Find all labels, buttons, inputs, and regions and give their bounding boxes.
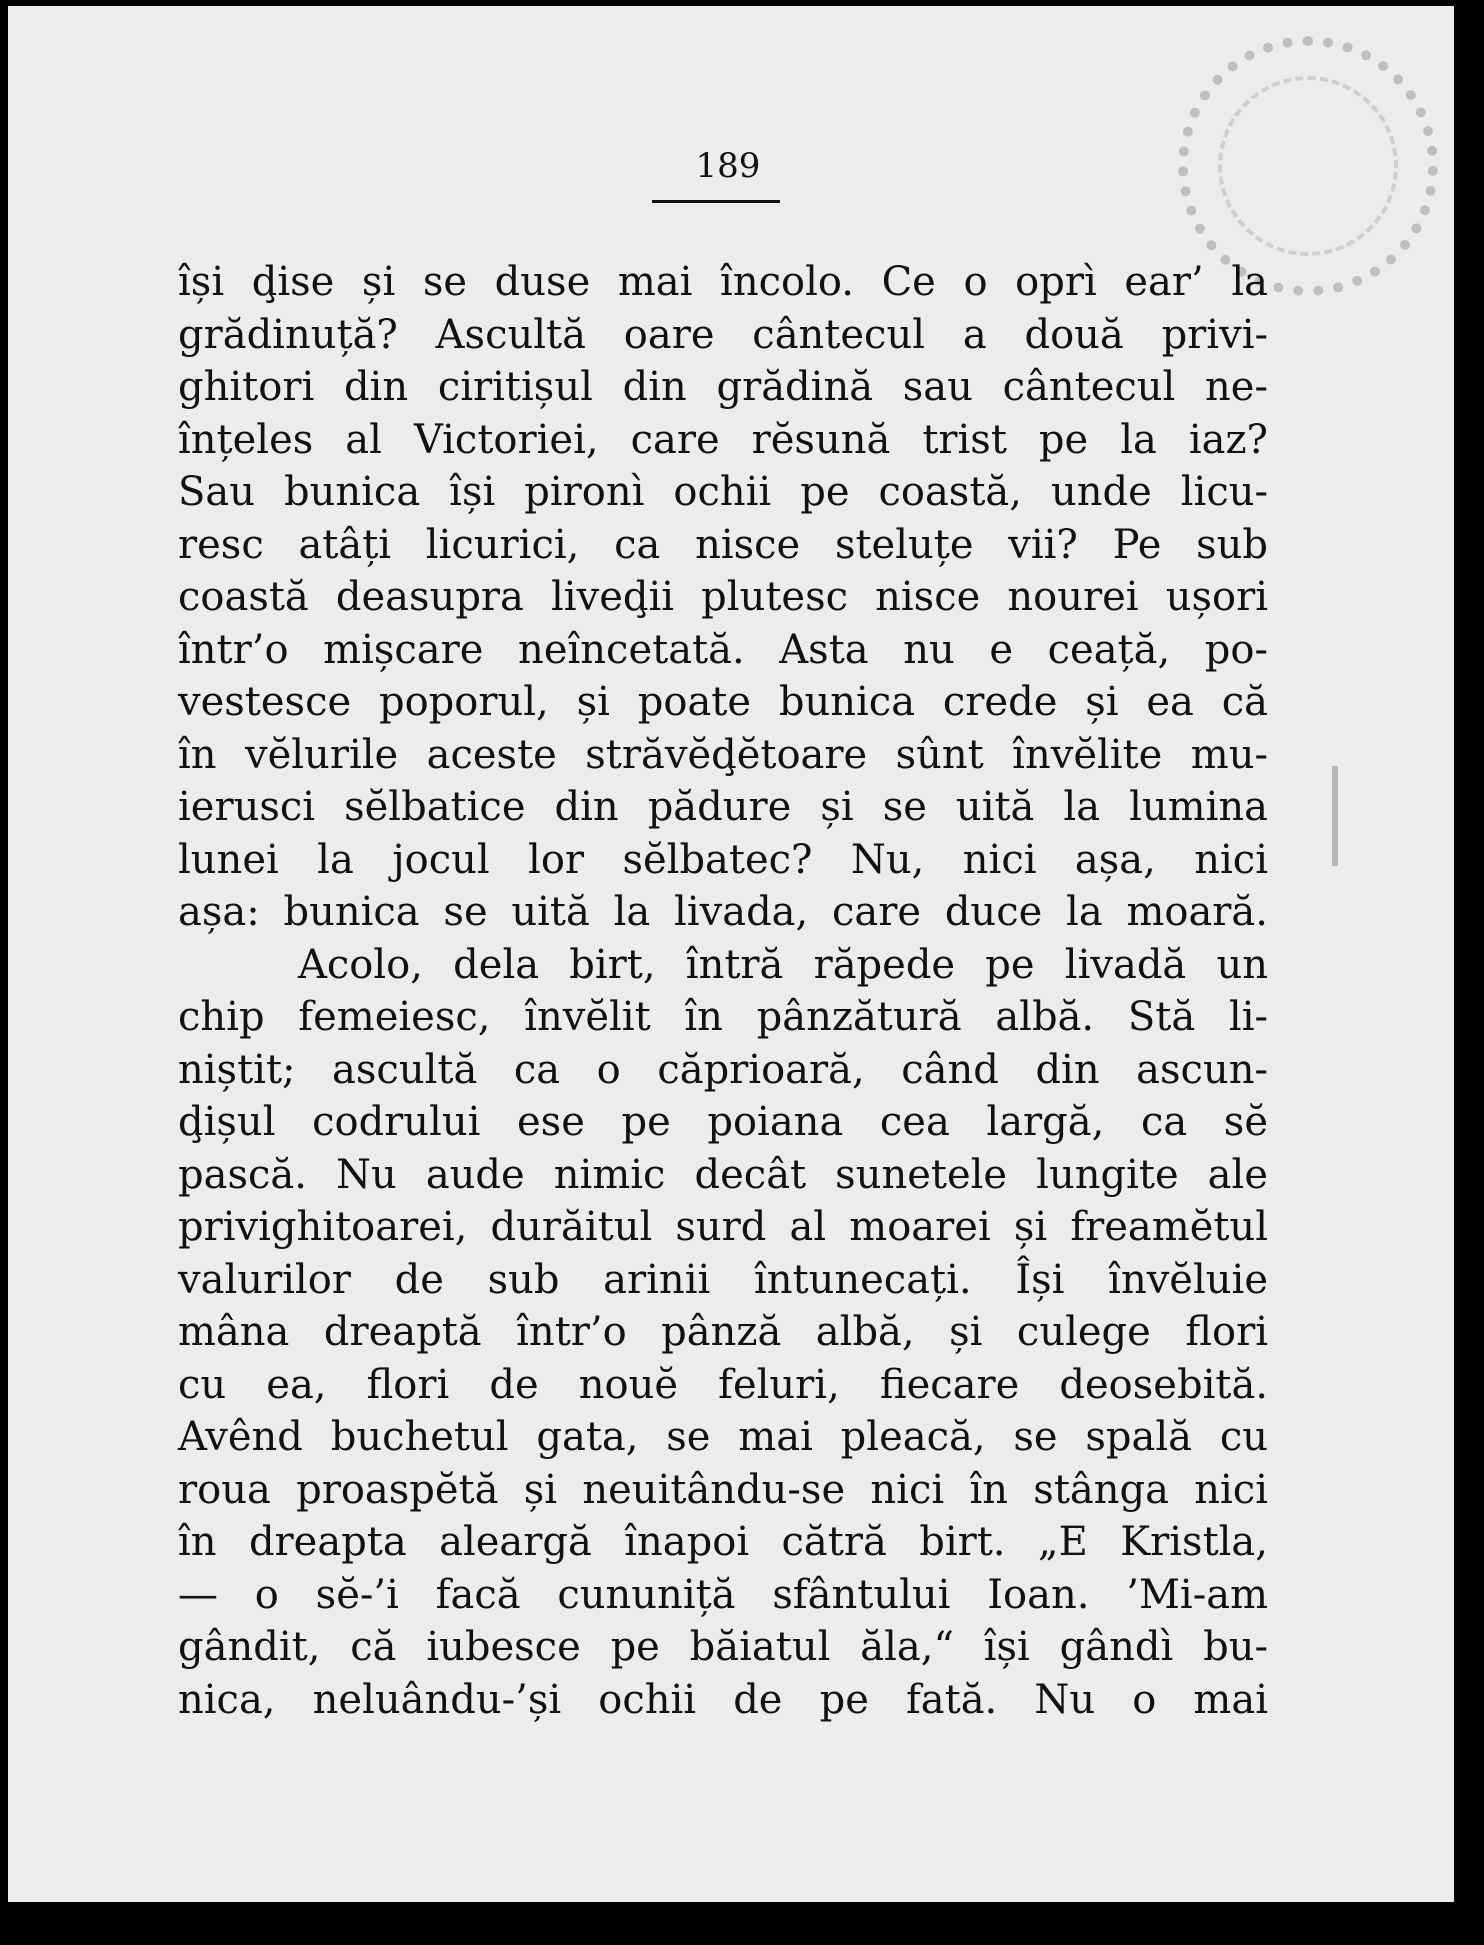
text-line: își ḑise și se duse mai încolo. Ce o oprì ear’ la <box>178 259 1268 305</box>
page-number-rule <box>652 200 780 203</box>
text-line: vestesce poporul, și poate bunica crede și ea că <box>178 679 1268 725</box>
text-line: niștit; ascultă ca o căprioară, când din ascun- <box>178 1046 1268 1093</box>
page-number: 189 <box>695 146 761 186</box>
text-line: cu ea, flori de nouĕ feluri, fiecare deosebită. <box>178 1361 1268 1408</box>
scanned-page <box>8 6 1468 1924</box>
paragraph-start-line: Acolo, dela birt, întră răpede pe livadă un <box>298 941 1268 988</box>
text-line: ierusci sĕlbatice din pădure și se uită la lumina <box>178 784 1268 830</box>
text-line: Sau bunica își pironì ochii pe coastă, unde licu- <box>178 469 1268 515</box>
text-line: ghitori din ciritișul din grădină sau cântecul ne- <box>178 364 1268 410</box>
text-line: grădinuță? Ascultă oare cântecul a două privi- <box>178 311 1268 358</box>
text-line: înțeles al Victoriei, care rĕsună trist pe la iaz? <box>178 416 1268 463</box>
text-line: privighitoarei, durăitul surd al moarei și freamĕtul <box>178 1204 1268 1250</box>
margin-mark <box>1332 766 1338 866</box>
library-stamp-inner-ring <box>1218 76 1398 256</box>
body-text <box>178 256 1268 1726</box>
text-line: coastă deasupra liveḑii plutesc nisce nourei ușori <box>178 574 1268 620</box>
text-line: valurilor de sub arinii întunecați. Își învĕluie <box>178 1256 1268 1303</box>
text-line: așa: bunica se uită la livada, care duce la moară. <box>178 889 1268 935</box>
text-line: chip femeiesc, învĕlit în pânzătură albă. Stă li- <box>178 994 1268 1040</box>
text-line: Avênd buchetul gata, se mai pleacă, se spală cu <box>178 1414 1268 1460</box>
text-line: pască. Nu aude nimic decât sunetele lungite ale <box>178 1151 1268 1198</box>
text-line: într’o mișcare neîncetată. Asta nu e ceață, po- <box>178 626 1268 673</box>
text-line: lunei la jocul lor sĕlbatec? Nu, nici așa, nici <box>178 836 1268 883</box>
text-line: — o sĕ-’i facă cununiță sfântului Ioan. ’Mi-am <box>178 1571 1268 1618</box>
text-line: în dreapta aleargă înapoi cătră birt. „E Kristla, <box>178 1519 1268 1565</box>
text-line: în vĕlurile aceste străvĕḑĕtoare sûnt învĕlite mu- <box>178 731 1268 778</box>
text-line: gândit, că iubesce pe băiatul ăla,“ își gândì bu- <box>178 1624 1268 1670</box>
scan-border-bottom <box>8 1902 1468 1924</box>
text-line: ḑișul codrului ese pe poiana cea largă, ca sĕ <box>178 1099 1268 1145</box>
text-line: roua proaspĕtă și neuitându-se nici în stânga nici <box>178 1466 1268 1513</box>
text-line: nica, neluându-’și ochii de pe fată. Nu o mai <box>178 1676 1268 1723</box>
text-line: mâna dreaptă într’o pânză albă, și culege flori <box>178 1309 1268 1355</box>
scan-border-right <box>1454 6 1468 1924</box>
text-line: resc atâți licurici, ca nisce steluțe vii? Pe sub <box>178 521 1268 568</box>
